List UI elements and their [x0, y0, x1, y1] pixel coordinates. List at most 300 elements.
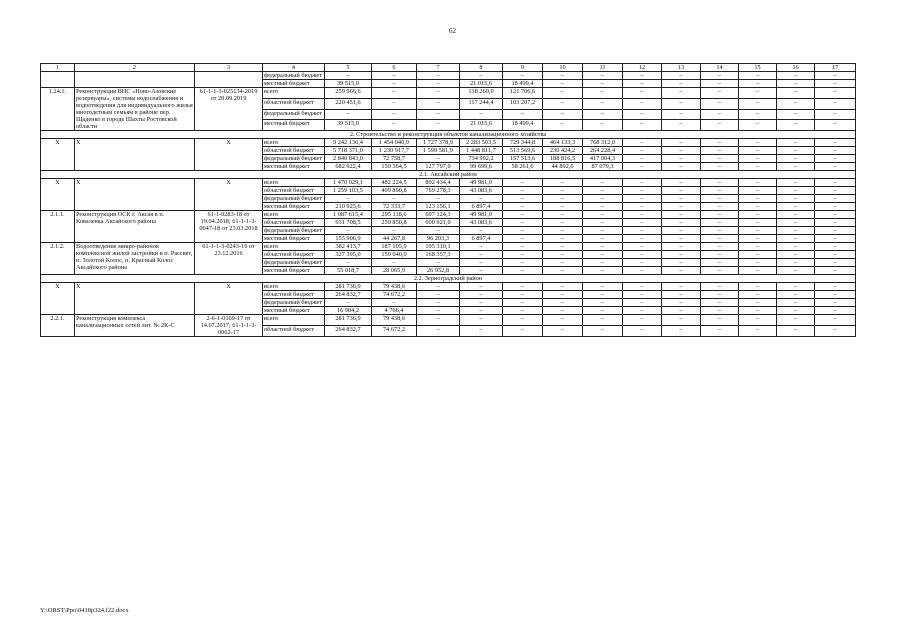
amount-cell: – — [503, 211, 543, 219]
amount-cell: – — [460, 299, 503, 307]
amount-cell: – — [623, 235, 662, 243]
amount-cell: 168 357,3 — [417, 251, 460, 259]
amount-cell: – — [623, 227, 662, 235]
amount-cell: – — [583, 80, 623, 88]
amount-cell: – — [623, 147, 662, 155]
funding-source: федеральный бюджет — [263, 299, 325, 307]
amount-cell: – — [583, 179, 623, 187]
amount-cell: 1 727 378,9 — [417, 139, 460, 147]
object-name: Реконструкция комплекса канализационных сетей лит. № 2К-С — [75, 315, 195, 337]
item-number: 2.1.2. — [41, 243, 75, 275]
object-name: Х — [75, 179, 195, 211]
amount-cell: – — [543, 187, 583, 195]
amount-cell: 264 228,4 — [583, 147, 623, 155]
amount-cell: – — [623, 120, 662, 131]
amount-cell: 697 124,3 — [417, 211, 460, 219]
amount-cell: – — [739, 243, 777, 251]
amount-cell: – — [777, 139, 815, 147]
table-row — [41, 88, 856, 99]
funding-source: областной бюджет — [263, 187, 325, 195]
amount-cell: – — [777, 120, 815, 131]
amount-cell: – — [417, 291, 460, 299]
amount-cell: – — [503, 259, 543, 267]
amount-cell: – — [417, 299, 460, 307]
amount-cell: – — [777, 267, 815, 275]
amount-cell: – — [325, 227, 372, 235]
amount-cell: – — [372, 195, 417, 203]
amount-cell: – — [662, 259, 701, 267]
amount-cell: – — [623, 187, 662, 195]
amount-cell: – — [543, 88, 583, 99]
column-number: 3 — [195, 64, 263, 72]
amount-cell: – — [777, 80, 815, 88]
amount-cell: 43 083,6 — [460, 187, 503, 195]
amount-cell: – — [701, 109, 739, 120]
amount-cell: – — [623, 315, 662, 326]
amount-cell: – — [543, 72, 583, 80]
amount-cell: – — [583, 283, 623, 291]
amount-cell: – — [325, 109, 372, 120]
amount-cell: – — [815, 251, 856, 259]
amount-cell: – — [662, 120, 701, 131]
amount-cell: – — [701, 307, 739, 315]
amount-cell: 1 259 103,5 — [325, 187, 372, 195]
table-row — [41, 243, 856, 251]
amount-cell: – — [777, 299, 815, 307]
amount-cell: – — [777, 235, 815, 243]
amount-cell: – — [623, 243, 662, 251]
amount-cell: – — [503, 291, 543, 299]
amount-cell: – — [662, 227, 701, 235]
amount-cell: – — [701, 326, 739, 337]
amount-cell: – — [701, 203, 739, 211]
expertise-code: 61-1-1-3-025134-2019 от 20.09.2019 — [195, 88, 263, 131]
amount-cell: – — [701, 251, 739, 259]
amount-cell: – — [372, 259, 417, 267]
amount-cell: – — [372, 299, 417, 307]
column-number: 5 — [325, 64, 372, 72]
amount-cell: – — [739, 109, 777, 120]
amount-cell: – — [701, 179, 739, 187]
amount-cell: – — [623, 155, 662, 163]
amount-cell: – — [503, 315, 543, 326]
amount-cell: – — [662, 243, 701, 251]
section-heading-row — [41, 275, 856, 283]
amount-cell: – — [777, 179, 815, 187]
item-number: Х — [41, 179, 75, 211]
amount-cell: 5 718 371,0 — [325, 147, 372, 155]
amount-cell: – — [777, 283, 815, 291]
amount-cell: – — [662, 80, 701, 88]
amount-cell: 1 087 615,4 — [325, 211, 372, 219]
amount-cell: 18 499,4 — [503, 80, 543, 88]
amount-cell: – — [815, 72, 856, 80]
expertise-code — [195, 72, 263, 88]
amount-cell: – — [662, 109, 701, 120]
amount-cell: 2 283 503,5 — [460, 139, 503, 147]
amount-cell: – — [543, 211, 583, 219]
amount-cell: – — [777, 211, 815, 219]
funding-source: местный бюджет — [263, 203, 325, 211]
amount-cell: 127 797,0 — [417, 163, 460, 171]
amount-cell: 44 267,8 — [372, 235, 417, 243]
amount-cell: 155 906,9 — [325, 235, 372, 243]
amount-cell: – — [739, 307, 777, 315]
page-number: 62 — [449, 27, 456, 35]
amount-cell: – — [503, 187, 543, 195]
funding-source: федеральный бюджет — [263, 72, 325, 80]
amount-cell: – — [815, 243, 856, 251]
funding-source: местный бюджет — [263, 267, 325, 275]
amount-cell: – — [662, 291, 701, 299]
amount-cell: 49 981,0 — [460, 179, 503, 187]
amount-cell: 220 451,6 — [325, 98, 372, 109]
funding-source: всего — [263, 88, 325, 99]
funding-source: всего — [263, 283, 325, 291]
amount-cell: – — [543, 291, 583, 299]
amount-cell: – — [543, 259, 583, 267]
amount-cell: – — [503, 243, 543, 251]
amount-cell: – — [623, 80, 662, 88]
amount-cell: – — [739, 235, 777, 243]
amount-cell: – — [417, 155, 460, 163]
amount-cell: – — [701, 139, 739, 147]
amount-cell: – — [417, 307, 460, 315]
amount-cell: – — [701, 155, 739, 163]
amount-cell: – — [460, 251, 503, 259]
amount-cell: 117 244,4 — [460, 98, 503, 109]
amount-cell: 259 966,6 — [325, 88, 372, 99]
amount-cell: – — [739, 139, 777, 147]
amount-cell: – — [815, 163, 856, 171]
amount-cell: – — [503, 267, 543, 275]
amount-cell: – — [739, 299, 777, 307]
amount-cell: – — [583, 120, 623, 131]
amount-cell: – — [623, 163, 662, 171]
amount-cell: – — [815, 219, 856, 227]
amount-cell: – — [583, 243, 623, 251]
funding-source: всего — [263, 243, 325, 251]
amount-cell: – — [503, 299, 543, 307]
amount-cell: 21 015,6 — [460, 120, 503, 131]
amount-cell: 138 260,0 — [460, 88, 503, 99]
amount-cell: – — [583, 299, 623, 307]
amount-cell: – — [815, 88, 856, 99]
amount-cell: – — [543, 283, 583, 291]
column-number: 8 — [460, 64, 503, 72]
amount-cell: – — [623, 259, 662, 267]
amount-cell: – — [583, 72, 623, 80]
amount-cell: 55 018,7 — [325, 267, 372, 275]
amount-cell: – — [739, 291, 777, 299]
amount-cell: – — [777, 227, 815, 235]
amount-cell: – — [815, 98, 856, 109]
amount-cell: – — [777, 98, 815, 109]
amount-cell: – — [815, 259, 856, 267]
amount-cell: – — [543, 315, 583, 326]
amount-cell: 72 333,7 — [372, 203, 417, 211]
amount-cell: – — [543, 235, 583, 243]
amount-cell: – — [543, 80, 583, 88]
table-row — [41, 283, 856, 291]
amount-cell: 769 278,3 — [417, 187, 460, 195]
amount-cell: – — [701, 195, 739, 203]
amount-cell: 264 832,7 — [325, 291, 372, 299]
amount-cell: 931 708,5 — [325, 219, 372, 227]
expertise-code: Х — [195, 283, 263, 315]
amount-cell: – — [623, 251, 662, 259]
amount-cell: – — [417, 315, 460, 326]
amount-cell: – — [701, 98, 739, 109]
amount-cell: – — [417, 98, 460, 109]
amount-cell: 382 413,7 — [325, 243, 372, 251]
table-row — [41, 315, 856, 326]
amount-cell: 6 897,4 — [460, 235, 503, 243]
amount-cell: – — [623, 139, 662, 147]
amount-cell: 49 981,0 — [460, 211, 503, 219]
funding-source: местный бюджет — [263, 235, 325, 243]
amount-cell: – — [701, 187, 739, 195]
amount-cell: – — [815, 235, 856, 243]
amount-cell: – — [503, 235, 543, 243]
amount-cell: – — [777, 315, 815, 326]
funding-source: областной бюджет — [263, 98, 325, 109]
column-number: 9 — [503, 64, 543, 72]
amount-cell: 58 261,6 — [503, 163, 543, 171]
column-number: 7 — [417, 64, 460, 72]
amount-cell: – — [701, 227, 739, 235]
amount-cell: 327 395,0 — [325, 251, 372, 259]
amount-cell: 892 434,4 — [417, 179, 460, 187]
amount-cell: – — [777, 187, 815, 195]
amount-cell: 600 921,0 — [417, 219, 460, 227]
amount-cell: – — [417, 326, 460, 337]
amount-cell: – — [739, 179, 777, 187]
amount-cell: – — [739, 203, 777, 211]
table-row — [41, 179, 856, 187]
amount-cell: – — [372, 227, 417, 235]
funding-source: местный бюджет — [263, 120, 325, 131]
amount-cell: – — [739, 251, 777, 259]
amount-cell: – — [739, 219, 777, 227]
funding-source: всего — [263, 139, 325, 147]
amount-cell: 482 224,5 — [372, 179, 417, 187]
column-number: 17 — [815, 64, 856, 72]
amount-cell: – — [325, 259, 372, 267]
amount-cell: – — [583, 315, 623, 326]
amount-cell: – — [325, 299, 372, 307]
expertise-code: 61-1-1-3-0243-16 от 23.12.2016 — [195, 243, 263, 275]
amount-cell: 43 083,6 — [460, 219, 503, 227]
amount-cell: 281 736,9 — [325, 315, 372, 326]
amount-cell: – — [583, 109, 623, 120]
amount-cell: 39 515,0 — [325, 120, 372, 131]
amount-cell: 16 904,2 — [325, 307, 372, 315]
section-title: 2.2. Зерноградский район — [41, 275, 856, 283]
amount-cell: – — [503, 219, 543, 227]
amount-cell: – — [777, 147, 815, 155]
amount-cell: – — [662, 219, 701, 227]
amount-cell: – — [739, 98, 777, 109]
amount-cell: 295 118,6 — [372, 211, 417, 219]
amount-cell: 1 230 917,7 — [372, 147, 417, 155]
amount-cell: – — [417, 259, 460, 267]
funding-source: федеральный бюджет — [263, 155, 325, 163]
section-title: 2.1. Аксайский район — [41, 171, 856, 179]
amount-cell: – — [460, 291, 503, 299]
amount-cell: – — [815, 80, 856, 88]
amount-cell: – — [417, 195, 460, 203]
amount-cell: – — [543, 219, 583, 227]
table-row — [41, 72, 856, 80]
amount-cell: – — [662, 179, 701, 187]
amount-cell: – — [623, 299, 662, 307]
amount-cell: – — [815, 203, 856, 211]
amount-cell: – — [777, 251, 815, 259]
amount-cell: – — [701, 211, 739, 219]
amount-cell: – — [815, 326, 856, 337]
item-number: Х — [41, 283, 75, 315]
amount-cell: – — [662, 139, 701, 147]
amount-cell: 188 816,5 — [543, 155, 583, 163]
amount-cell: – — [739, 88, 777, 99]
object-name: Х — [75, 139, 195, 171]
amount-cell: – — [701, 163, 739, 171]
amount-cell: – — [503, 251, 543, 259]
amount-cell: 39 515,0 — [325, 80, 372, 88]
amount-cell: – — [417, 227, 460, 235]
amount-cell: 729 344,8 — [503, 139, 543, 147]
amount-cell: – — [460, 283, 503, 291]
amount-cell: 6 897,4 — [460, 203, 503, 211]
column-number: 6 — [372, 64, 417, 72]
amount-cell: – — [623, 291, 662, 299]
amount-cell: – — [701, 291, 739, 299]
expertise-code: 61-1-0283-18 от 19.04.2018; 61-1-1-3-0047-18 от 23.03.2018 — [195, 211, 263, 243]
amount-cell: – — [662, 147, 701, 155]
section-title: 2. Строительство и реконструкция объектов канализационного хозяйства — [41, 131, 856, 139]
amount-cell: – — [662, 211, 701, 219]
amount-cell: 99 699,6 — [460, 163, 503, 171]
object-name: Водоотведение микро-районов комплексной жилой застройки в п. Рассвет, п. Золотой Колос, п. Красный Колос Аксайского района — [75, 243, 195, 275]
amount-cell: – — [623, 179, 662, 187]
amount-cell: 79 438,6 — [372, 283, 417, 291]
funding-source: всего — [263, 315, 325, 326]
amount-cell: – — [777, 88, 815, 99]
amount-cell: – — [662, 203, 701, 211]
budget-table — [40, 63, 856, 337]
amount-cell: – — [460, 267, 503, 275]
amount-cell: – — [777, 109, 815, 120]
amount-cell: – — [815, 179, 856, 187]
amount-cell: – — [815, 315, 856, 326]
amount-cell: – — [777, 259, 815, 267]
amount-cell: 230 424,2 — [543, 147, 583, 155]
amount-cell: – — [739, 227, 777, 235]
funding-source: местный бюджет — [263, 307, 325, 315]
amount-cell: – — [701, 243, 739, 251]
amount-cell: – — [777, 243, 815, 251]
funding-source: местный бюджет — [263, 80, 325, 88]
expertise-code: Х — [195, 139, 263, 171]
amount-cell: – — [739, 259, 777, 267]
amount-cell: 1 454 040,9 — [372, 139, 417, 147]
amount-cell: 195 310,1 — [417, 243, 460, 251]
amount-cell: – — [417, 88, 460, 99]
amount-cell: – — [662, 315, 701, 326]
amount-cell: – — [739, 315, 777, 326]
amount-cell: 250 850,8 — [372, 219, 417, 227]
amount-cell: – — [583, 267, 623, 275]
amount-cell: 187 105,9 — [372, 243, 417, 251]
amount-cell: – — [372, 120, 417, 131]
amount-cell: – — [815, 283, 856, 291]
funding-source: федеральный бюджет — [263, 109, 325, 120]
amount-cell: 464 133,3 — [543, 139, 583, 147]
amount-cell: – — [662, 155, 701, 163]
amount-cell: – — [583, 211, 623, 219]
amount-cell: – — [372, 72, 417, 80]
amount-cell: 150 364,5 — [372, 163, 417, 171]
amount-cell: – — [701, 315, 739, 326]
amount-cell: – — [701, 299, 739, 307]
amount-cell: 87 079,3 — [583, 163, 623, 171]
amount-cell: – — [543, 326, 583, 337]
amount-cell: – — [662, 88, 701, 99]
amount-cell: – — [583, 98, 623, 109]
amount-cell: – — [815, 139, 856, 147]
amount-cell: 4 766,4 — [372, 307, 417, 315]
amount-cell: 96 203,3 — [417, 235, 460, 243]
section-heading-row — [41, 131, 856, 139]
amount-cell: – — [583, 219, 623, 227]
amount-cell: – — [662, 283, 701, 291]
section-heading-row — [41, 171, 856, 179]
funding-source: федеральный бюджет — [263, 195, 325, 203]
amount-cell: – — [623, 307, 662, 315]
amount-cell: – — [815, 155, 856, 163]
amount-cell: 123 156,1 — [417, 203, 460, 211]
column-number: 1 — [41, 64, 75, 72]
amount-cell: – — [739, 326, 777, 337]
amount-cell: – — [623, 72, 662, 80]
amount-cell: 682 922,4 — [325, 163, 372, 171]
funding-source: областной бюджет — [263, 147, 325, 155]
amount-cell: – — [460, 259, 503, 267]
amount-cell: 2 840 843,0 — [325, 155, 372, 163]
amount-cell: – — [701, 120, 739, 131]
amount-cell: – — [583, 259, 623, 267]
amount-cell: – — [623, 219, 662, 227]
amount-cell: – — [739, 147, 777, 155]
amount-cell: – — [417, 109, 460, 120]
amount-cell: 28 065,9 — [372, 267, 417, 275]
header-row — [41, 64, 856, 72]
amount-cell: – — [460, 109, 503, 120]
amount-cell: – — [583, 235, 623, 243]
amount-cell: – — [583, 203, 623, 211]
amount-cell: – — [417, 120, 460, 131]
amount-cell: – — [372, 109, 417, 120]
amount-cell: – — [662, 72, 701, 80]
amount-cell: – — [325, 195, 372, 203]
amount-cell: 72 758,7 — [372, 155, 417, 163]
amount-cell: – — [701, 259, 739, 267]
amount-cell: – — [543, 195, 583, 203]
expertise-code: Х — [195, 179, 263, 211]
amount-cell: – — [815, 307, 856, 315]
amount-cell: – — [815, 211, 856, 219]
